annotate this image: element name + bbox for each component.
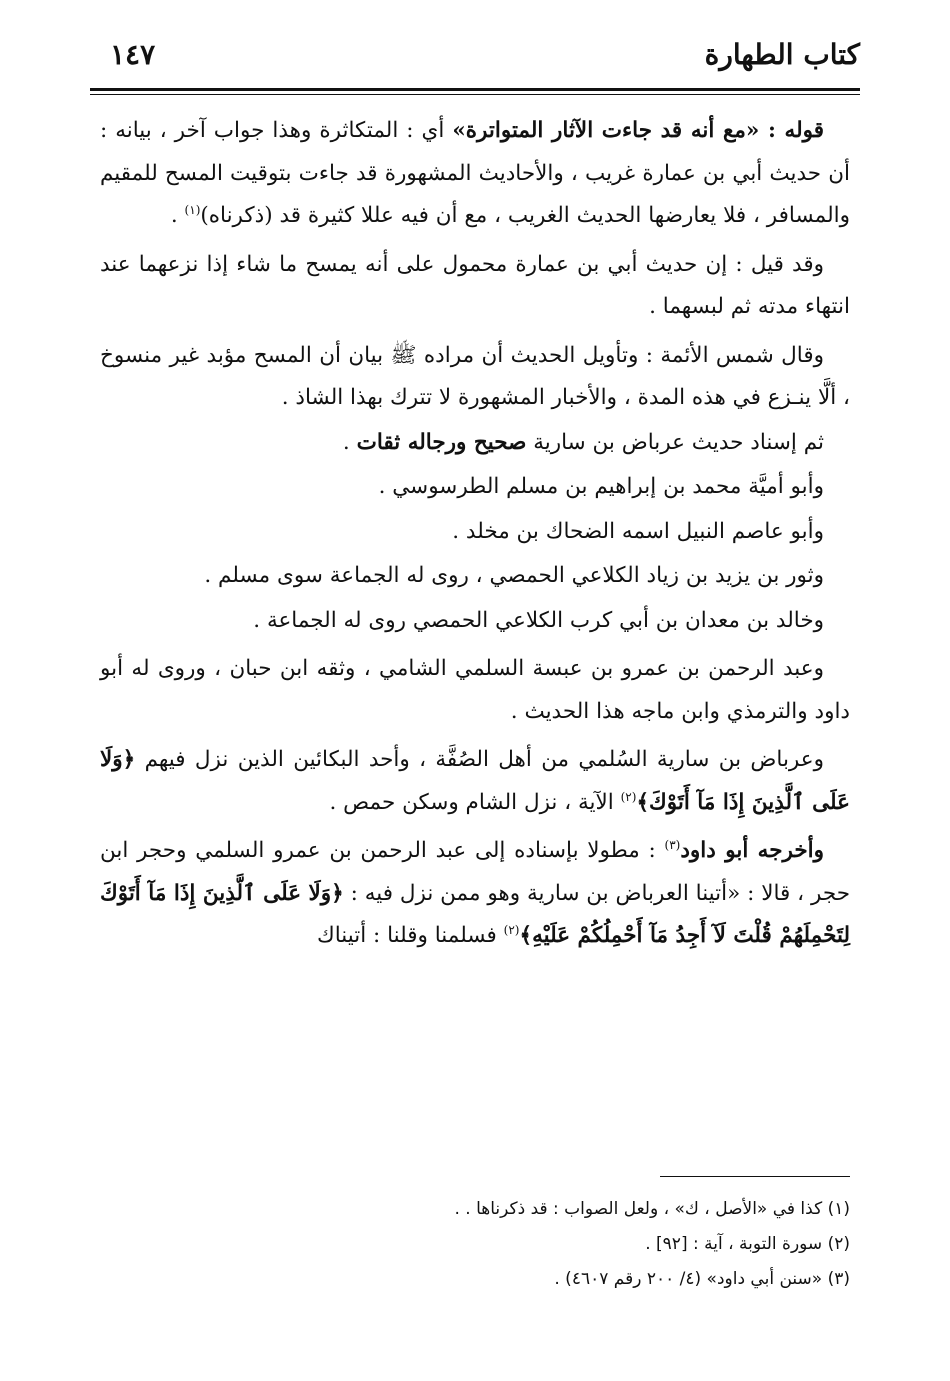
- paragraph-text: ثم إسناد حديث عرباض بن سارية: [526, 429, 824, 455]
- paragraph: وخالد بن معدان بن أبي كرب الكلاعي الحمصي روى له الجماعة .: [253, 607, 824, 633]
- paragraph-text: فسلمنا وقلنا : أتيناك: [316, 923, 504, 948]
- footnote: (٣) «سنن أبي داود» (٤/ ٢٠٠ رقم ٤٦٠٧) .: [554, 1269, 850, 1289]
- footnote-ref: (٣): [664, 837, 681, 852]
- page-number: ١٤٧: [110, 38, 156, 71]
- footnote-ref: (٢): [503, 922, 520, 937]
- footnote-divider: [660, 1176, 850, 1177]
- paragraph: وعبد الرحمن بن عمرو بن عبسة السلمي الشامي ، وثقه ابن حبان ، وروى له أبو داود والترمذي وابن ماجه هذا الحديث .: [100, 656, 850, 724]
- paragraph-text: .: [342, 429, 357, 455]
- footnote: (٢) سورة التوبة ، آية : [٩٢] .: [645, 1234, 850, 1254]
- quran-verse: ﴿وَلَا عَلَى ٱلَّذِينَ إِذَا مَآ أَتَوْكَ لِتَحْمِلَهُمْ قُلْتَ لَآ أَجِدُ مَآ أَحْمِلُكُمْ عَلَيْهِ﴾: [100, 880, 850, 948]
- footnote-ref: (٢): [620, 789, 637, 804]
- paragraph: [100, 422, 850, 465]
- grading-text: صحيح ورجاله ثقات: [356, 429, 527, 455]
- main-text: [100, 110, 850, 958]
- paragraph: وثور بن يزيد بن زياد الكلاعي الحمصي ، روى له الجماعة سوى مسلم .: [204, 563, 824, 588]
- header-rule: [90, 88, 860, 91]
- paragraph: وأبو أميَّة محمد بن إبراهيم بن مسلم الطرسوسي .: [378, 474, 824, 499]
- paragraph: وقال شمس الأئمة : وتأويل الحديث أن مراده ﷺ بيان أن المسح مؤبد غير منسوخ ، ألَّا ينـزع في هذه المدة ، والأخبار المشهورة لا تترك بهذا الشاذ .: [100, 342, 850, 410]
- paragraph-text: الآية ، نزل الشام وسكن حمص .: [329, 789, 621, 815]
- footnotes: [100, 1192, 850, 1297]
- paragraph-text: .: [170, 203, 185, 228]
- paragraph: [100, 739, 850, 824]
- source-heading: وأخرجه أبو داود: [680, 838, 825, 863]
- paragraph-text: : مطولا بإسناده إلى عبد الرحمن بن عمرو السلمي وحجر ابن حجر ، قالا : «أتينا العرباض بن سارية وهو ممن نزل فيه :: [100, 838, 850, 906]
- paragraph: وأبو عاصم النبيل اسمه الضحاك بن مخلد .: [452, 518, 824, 544]
- book-title: كتاب الطهارة: [704, 38, 860, 71]
- paragraph: [100, 110, 850, 238]
- paragraph-text: وعرباض بن سارية السُلمي من أهل الصُفَّة ، وأحد البكائين الذين نزل فيهم: [135, 747, 824, 772]
- header-rule-thin: [90, 94, 860, 95]
- paragraph-text: أي : المتكاثرة وهذا جواب آخر ، بيانه : أن حديث أبي بن عمارة غريب ، والأحاديث المشهورة قد جاءت بتوقيت المسح للمقيم والمسافر ، فلا يعارضها الحديث الغريب ، مع أن فيه عللا كثيرة قد (ذكرناه): [100, 118, 850, 228]
- paragraph: وقد قيل : إن حديث أبي بن عمارة محمول على أنه يمسح ما شاء إذا نزعهما عند انتهاء مدته ثم لبسهما .: [100, 251, 850, 319]
- quran-verse: ﴿وَلَا عَلَى ٱلَّذِينَ إِذَا مَآ أَتَوْكَ﴾: [100, 747, 850, 815]
- footnote-ref: (١): [184, 202, 201, 217]
- page-header: [90, 38, 860, 88]
- paragraph: [100, 830, 850, 958]
- quoted-heading: قوله : «مع أنه قد جاءت الآثار المتواترة»: [452, 118, 825, 143]
- footnote: (١) كذا في «الأصل ، ك» ، ولعل الصواب : قد ذكرناها . .: [454, 1199, 850, 1219]
